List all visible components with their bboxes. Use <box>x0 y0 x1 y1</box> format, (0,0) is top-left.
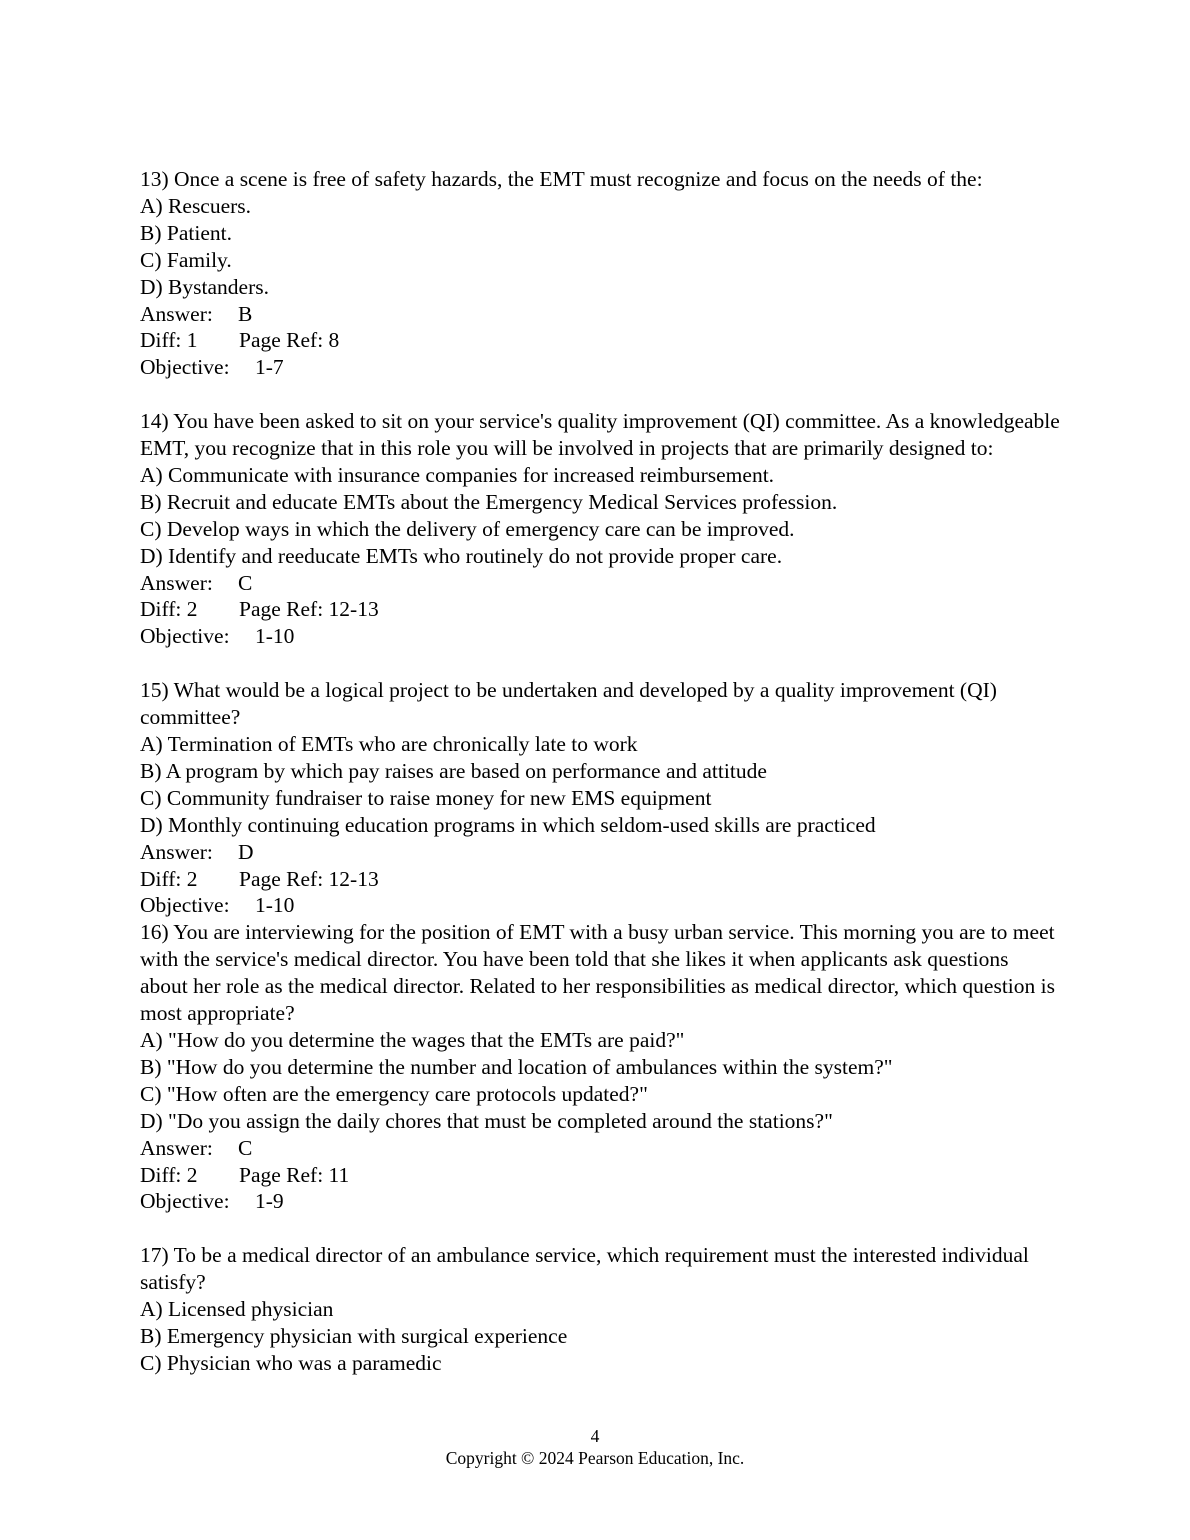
answer-line <box>140 839 1060 866</box>
objective-line <box>140 1188 1060 1215</box>
spacer <box>140 650 1060 677</box>
option-a: A) Licensed physician <box>140 1297 334 1322</box>
option-c: C) Community fundraiser to raise money for new EMS equipment <box>140 785 712 810</box>
answer-label: Answer: <box>140 301 213 326</box>
objective-line <box>140 623 1060 650</box>
option-d: D) Identify and reeducate EMTs who routinely do not provide proper care. <box>140 543 783 568</box>
answer-line <box>140 570 1060 597</box>
answer-label: Answer: <box>140 1135 213 1160</box>
question-stem: 17) To be a medical director of an ambulance service, which requirement must the interested individual satisfy? <box>140 1243 1029 1295</box>
option-b: B) A program by which pay raises are based on performance and attitude <box>140 758 767 783</box>
option-a: A) Termination of EMTs who are chronically late to work <box>140 732 638 756</box>
document-body <box>140 166 1060 1377</box>
objective-value: 1-10 <box>255 893 295 918</box>
question-17 <box>140 1242 1060 1377</box>
option-a: A) "How do you determine the wages that the EMTs are paid?" <box>140 1027 685 1052</box>
objective-label: Objective: <box>140 624 230 649</box>
diff-label: Diff: 1 <box>140 328 198 353</box>
objective-label: Objective: <box>140 355 230 380</box>
spacer <box>140 1215 1060 1242</box>
answer-line <box>140 301 1060 328</box>
option-d: D) Bystanders. <box>140 274 269 299</box>
question-stem: 16) You are interviewing for the position of EMT with a busy urban service. This morning you are to meet with the service's medical director. You have been told that she likes it when applicants ask questions about her role as the medical director. Related to her responsibilities as medical director, which question is most appropriate? <box>140 920 1055 1026</box>
answer-value: C <box>238 570 253 595</box>
objective-label: Objective: <box>140 893 230 918</box>
objective-value: 1-10 <box>255 624 295 649</box>
page-ref: Page Ref: 11 <box>239 1162 350 1187</box>
objective-line <box>140 892 1060 919</box>
question-15 <box>140 677 1060 919</box>
option-b: B) Recruit and educate EMTs about the Emergency Medical Services profession. <box>140 489 838 514</box>
option-b: B) "How do you determine the number and location of ambulances within the system?" <box>140 1054 893 1079</box>
page-ref: Page Ref: 12-13 <box>239 597 379 622</box>
diff-line <box>140 1162 1060 1189</box>
option-d: D) "Do you assign the daily chores that must be completed around the stations?" <box>140 1108 833 1133</box>
page-ref: Page Ref: 12-13 <box>239 866 379 891</box>
answer-value: C <box>238 1135 253 1160</box>
option-b: B) Emergency physician with surgical experience <box>140 1323 568 1348</box>
objective-value: 1-9 <box>255 1189 284 1214</box>
objective-line <box>140 354 1060 381</box>
question-14 <box>140 408 1060 650</box>
question-stem: 14) You have been asked to sit on your service's quality improvement (QI) committee. As a knowledgeable EMT, you recognize that in this role you will be involved in projects that are primarily designed to: <box>140 409 1060 461</box>
diff-line <box>140 596 1060 623</box>
answer-line <box>140 1135 1060 1162</box>
diff-label: Diff: 2 <box>140 597 198 622</box>
option-d: D) Monthly continuing education programs in which seldom-used skills are practiced <box>140 812 876 837</box>
answer-value: D <box>238 839 254 864</box>
diff-line <box>140 327 1060 354</box>
copyright-notice: Copyright © 2024 Pearson Education, Inc. <box>445 1448 745 1468</box>
option-c: C) Family. <box>140 247 232 272</box>
option-a: A) Communicate with insurance companies for increased reimbursement. <box>140 462 775 487</box>
answer-label: Answer: <box>140 839 213 864</box>
question-16 <box>140 919 1060 1215</box>
objective-value: 1-7 <box>255 355 284 380</box>
spacer <box>140 381 1060 408</box>
option-c: C) Physician who was a paramedic <box>140 1350 442 1375</box>
diff-label: Diff: 2 <box>140 866 198 891</box>
answer-label: Answer: <box>140 570 213 595</box>
question-stem: 15) What would be a logical project to be undertaken and developed by a quality improvement (QI) committee? <box>140 678 997 730</box>
question-13 <box>140 166 1060 381</box>
diff-line <box>140 866 1060 893</box>
objective-label: Objective: <box>140 1189 230 1214</box>
answer-value: B <box>238 301 253 326</box>
option-b: B) Patient. <box>140 220 232 245</box>
diff-label: Diff: 2 <box>140 1162 198 1187</box>
option-c: C) "How often are the emergency care protocols updated?" <box>140 1081 648 1106</box>
option-c: C) Develop ways in which the delivery of emergency care can be improved. <box>140 516 795 541</box>
page-ref: Page Ref: 8 <box>239 328 340 353</box>
question-stem: 13) Once a scene is free of safety hazards, the EMT must recognize and focus on the needs of the: <box>140 167 983 191</box>
page-number: 4 <box>590 1426 600 1446</box>
option-a: A) Rescuers. <box>140 193 252 218</box>
